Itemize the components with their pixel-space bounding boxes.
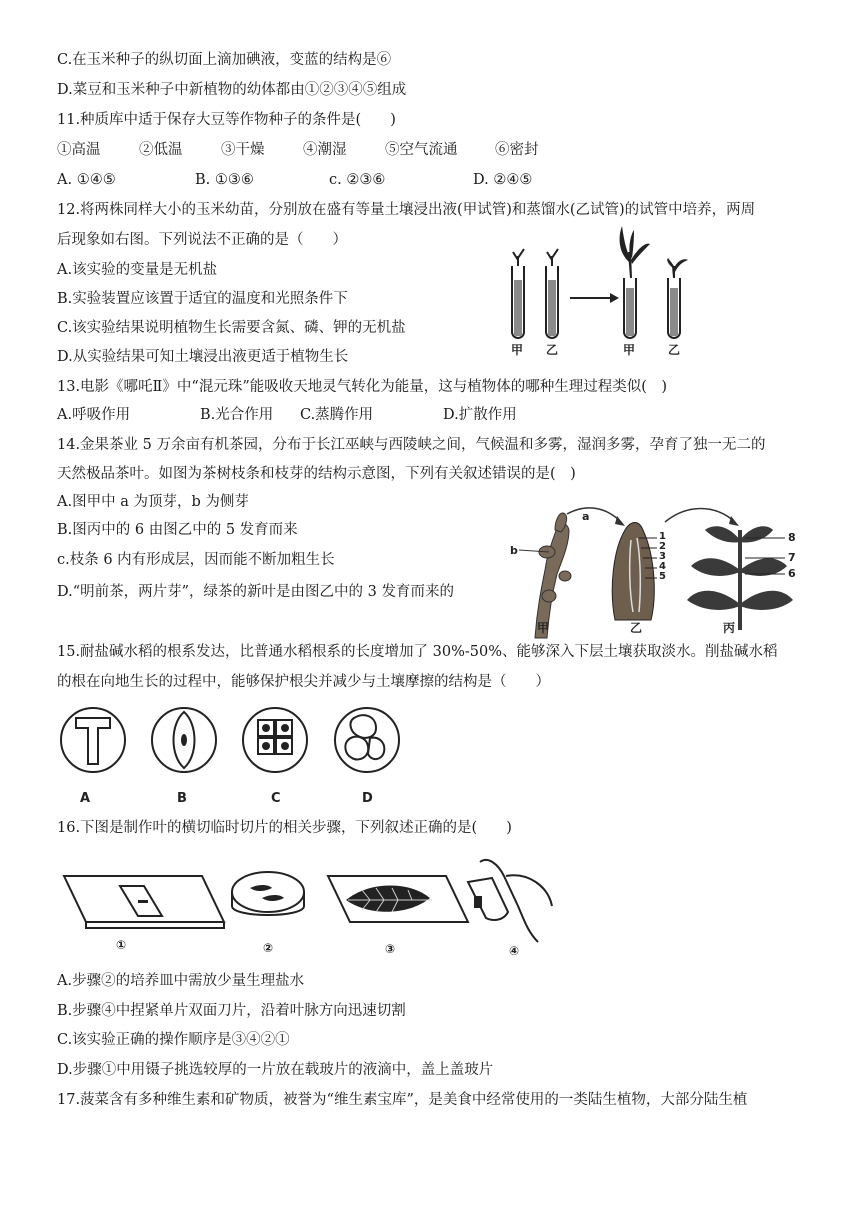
cell-circle-d (335, 708, 399, 772)
q17-stem: 17.菠菜含有多种维生素和矿物质，被誉为“维生素宝库”，是美食中经常使用的一类陆生植物，大部分陆生植 (57, 1092, 748, 1108)
fig-label: 8 (788, 531, 796, 544)
q15-stem-line1: 15.耐盐碱水稻的根系发达，比普通水稻根系的长度增加了 30%-50%、能够深入下层土壤获取淡水。削盐碱水稻 (57, 644, 778, 660)
q14-stem-line1: 14.金果茶业 5 万余亩有机茶园，分布于长江巫峡与西陵峡之间，气候温和多雾，湿润多雾，孕育了独一无二的 (57, 437, 766, 453)
shoot-leaf (740, 526, 773, 542)
fig-label: 7 (788, 551, 796, 564)
q11-condition: ①高温 (57, 142, 101, 158)
petri-dish (232, 872, 304, 912)
q11-option: A. ①④⑤ (57, 172, 116, 188)
q10-option-c: C.在玉米种子的纵切面上滴加碘液，变蓝的结构是⑥ (57, 52, 392, 68)
q11-option: B. ①③⑥ (195, 172, 254, 188)
tube-liquid (548, 280, 556, 336)
q14-option-d: D.“明前茶，两片芽”，绿茶的新叶是由图乙中的 3 发育而来的 (57, 584, 454, 600)
material-speck (138, 900, 148, 903)
bud-section (612, 523, 654, 621)
seedling-leaf (631, 244, 650, 264)
seedling-leaf (629, 230, 634, 258)
seedling-leaf (620, 226, 631, 262)
q14-stem-line2: 天然极品茶叶。如图为茶树枝条和枝芽的结构示意图，下列有关叙述错误的是( ) (57, 466, 576, 482)
fig-label: 5 (659, 571, 666, 582)
q11-conditions (57, 140, 539, 160)
fig-label: 甲 (537, 621, 550, 635)
lateral-bud (542, 590, 556, 602)
fig-label: ① (116, 938, 127, 952)
q11-condition: ④潮湿 (303, 142, 347, 158)
q16-option-b: B.步骤④中捏紧单片双面刀片，沿着叶脉方向迅速切割 (57, 1003, 406, 1019)
leaf-strip (262, 895, 284, 901)
fig-label: 甲 (511, 343, 524, 357)
q12-option-b: B.实验装置应该置于适宜的温度和光照条件下 (57, 291, 348, 307)
tube-liquid (626, 288, 634, 336)
q11-condition: ⑤空气流通 (385, 142, 458, 158)
q12-stem-line2: 后现象如右图。下列说法不正确的是（ ） (57, 232, 347, 248)
q16-option-c: C.该实验正确的操作顺序是③④②① (57, 1032, 290, 1048)
q11-condition: ⑥密封 (495, 142, 539, 158)
arrow-head-icon (610, 293, 619, 303)
q12-option-a: A.该实验的变量是无机盐 (57, 262, 218, 278)
fig-label: ② (263, 941, 274, 955)
fig-label: 2 (659, 541, 666, 552)
fig-label: 6 (788, 567, 796, 580)
q16-option-d: D.步骤①中用镊子挑选较厚的一片放在载玻片的液滴中，盖上盖玻片 (57, 1062, 494, 1078)
lateral-bud (559, 571, 571, 581)
q11-option: D. ②④⑤ (473, 172, 533, 188)
fig-label: A (80, 791, 91, 806)
fig-label: B (177, 791, 187, 806)
q12-option-c: C.该实验结果说明植物生长需要含氮、磷、钾的无机盐 (57, 320, 406, 336)
nucleus (262, 724, 270, 732)
seedling-weak-leaf (674, 259, 688, 272)
q13-option: B.光合作用 (200, 407, 274, 423)
root-cell-figure (58, 704, 418, 784)
specimen-piece (474, 896, 482, 908)
shoot-leaf (740, 558, 787, 576)
nucleus (281, 742, 289, 750)
q16-option-a: A.步骤②的培养皿中需放少量生理盐水 (57, 973, 305, 989)
q13-option: D.扩散作用 (443, 407, 517, 423)
q16-stem: 16.下图是制作叶的横切临时切片的相关步骤，下列叙述正确的是( ) (57, 820, 512, 836)
fig-label: 乙 (630, 621, 643, 635)
cap-cell (368, 738, 384, 759)
arrow-curve-1 (567, 508, 621, 522)
tea-branch-figure (505, 500, 805, 650)
fig-label: 乙 (668, 343, 681, 357)
finger-outline (480, 860, 538, 942)
q14-option-c: c.枝条 6 内有形成层，因而能不断加粗生长 (57, 552, 335, 568)
hand-outline (506, 875, 552, 906)
root-hair-cell (76, 718, 110, 764)
q11-stem: 11.种质库中适于保存大豆等作物种子的条件是( ) (57, 112, 396, 128)
shoot-leaf (691, 558, 740, 576)
fig-label: ③ (385, 942, 396, 956)
q13-option: C.蒸腾作用 (300, 407, 374, 423)
shoot-stem (738, 530, 742, 630)
fig-label: 甲 (623, 343, 636, 357)
q11-condition: ②低温 (139, 142, 183, 158)
q10-option-d: D.菜豆和玉米种子中新植物的幼体都由①②③④⑤组成 (57, 82, 407, 98)
q13-option: A.呼吸作用 (57, 407, 131, 423)
q13-stem: 13.电影《哪吒Ⅱ》中“混元珠”能吸收天地灵气转化为能量，这与植物体的哪种生理过程类似( ) (57, 379, 668, 395)
seedling-small-1 (513, 249, 524, 266)
fig-label: 乙 (546, 343, 559, 357)
leaf-shape (346, 885, 430, 911)
fig-label: a (582, 510, 590, 523)
q11-option: c. ②③⑥ (329, 172, 386, 188)
fig-label: b (510, 544, 518, 557)
tube-liquid (514, 280, 522, 336)
seedling-small-2 (547, 249, 558, 266)
q11-options (57, 170, 532, 190)
fig-label: 1 (659, 531, 666, 542)
q14-option-a: A.图甲中 a 为顶芽，b 为侧芽 (57, 494, 249, 510)
shoot-leaf (740, 591, 793, 610)
fig-label: 3 (659, 551, 666, 562)
fig-label: C (271, 791, 281, 806)
cap-cell (345, 737, 368, 760)
q12-stem-line1: 12.将两株同样大小的玉米幼苗，分别放在盛有等量土壤浸出液(甲试管)和蒸馏水(乙试管)的试管中培养，两周 (57, 202, 756, 218)
fig-label: D (362, 791, 373, 806)
q11-condition: ③干燥 (221, 142, 265, 158)
q14-option-b: B.图丙中的 6 由图乙中的 5 发育而来 (57, 522, 298, 538)
seedling-weak-leaf (667, 258, 675, 268)
cap-cell (351, 715, 376, 738)
shoot-leaf (687, 591, 740, 610)
fig-label: ④ (509, 944, 520, 958)
nucleus (262, 742, 270, 750)
nucleus (181, 734, 187, 746)
arrow-curve-2 (665, 509, 735, 523)
nucleus (281, 724, 289, 732)
shoot-leaf (705, 526, 740, 542)
fig-label: 丙 (723, 621, 736, 635)
q13-options (57, 405, 517, 425)
q15-stem-line2: 的根在向地生长的过程中，能够保护根尖并减少与土壤摩擦的结构是（ ） (57, 674, 550, 690)
leaf-section-steps-figure (58, 852, 578, 952)
leaf-strip (250, 885, 272, 891)
q12-option-d: D.从实验结果可知土壤浸出液更适于植物生长 (57, 349, 349, 365)
tube-liquid (670, 288, 678, 336)
fig-label: 4 (659, 561, 666, 572)
